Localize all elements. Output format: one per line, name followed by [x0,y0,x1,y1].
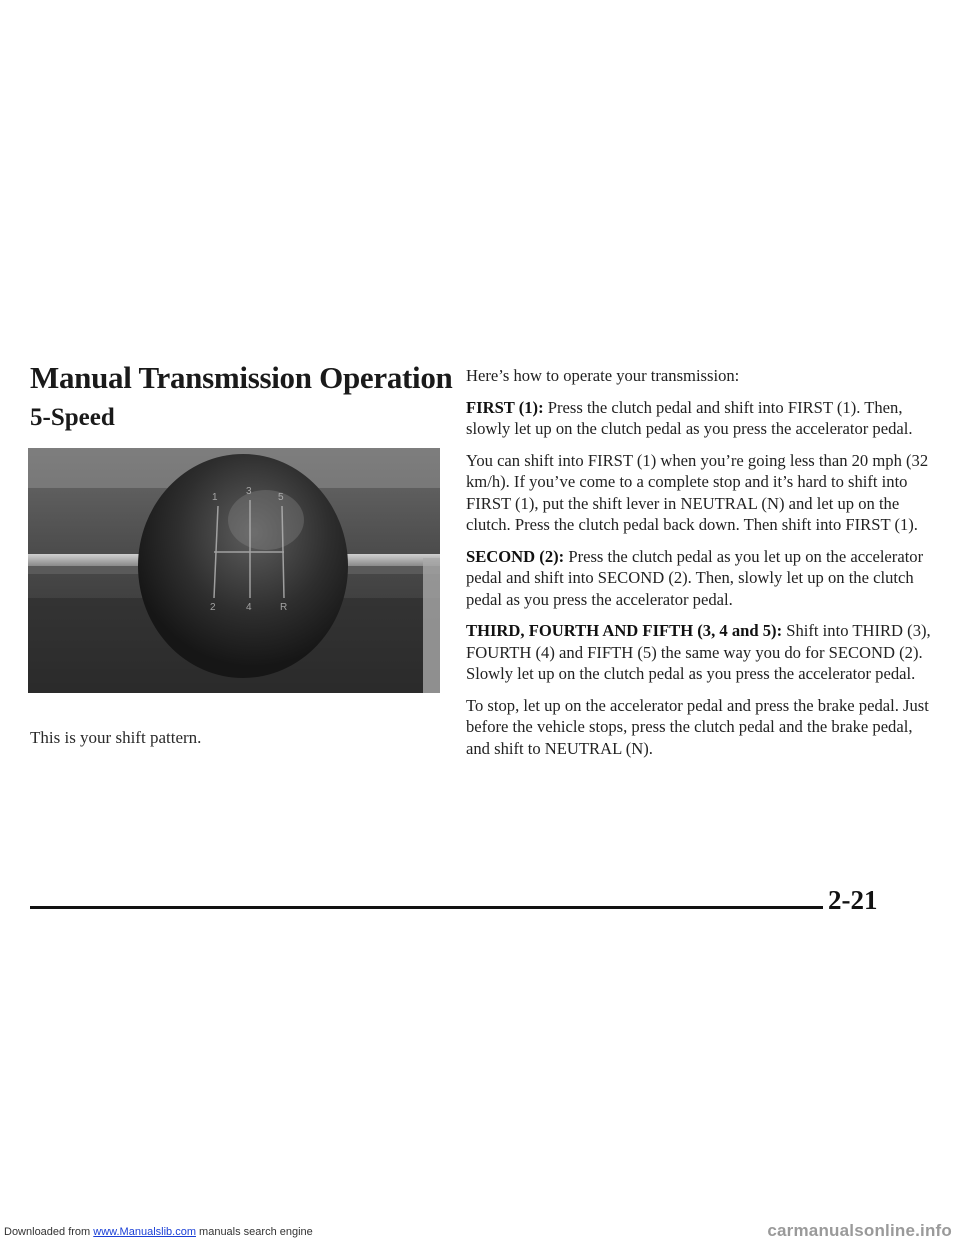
svg-text:2: 2 [210,602,216,613]
second-gear-paragraph [466,546,936,611]
footer-rule [30,906,823,909]
shift-knob-image [28,448,440,693]
first-gear-text: Press the clutch pedal and shift into FIRST (1). Then, slowly let up on the clutch pedal as you press the accelerator pedal. [466,397,913,438]
download-footer [4,1226,313,1238]
footer-suffix: manuals search engine [195,1226,313,1238]
section-subtitle: 5-Speed [30,404,115,431]
page-number: 2-21 [828,885,878,915]
third-fifth-gear-paragraph [466,620,936,685]
manualslib-link[interactable]: www.Manualslib.com [93,1226,196,1238]
blank-top-margin [0,0,960,280]
page-title: Manual Transmission Operation [30,360,453,395]
svg-text:5: 5 [278,492,284,503]
svg-text:4: 4 [246,602,252,613]
third-fifth-gear-text: Shift into THIRD (3), FOURTH (4) and FIFTH (5) the same way you do for SECOND (2). Slowly let up on the clutch pedal as you press the accelerator pedal. [466,621,931,683]
second-gear-text: Press the clutch pedal as you let up on the accelerator pedal and shift into SECOND (2). Then, slowly let up on the clutch pedal as you press the accelerator pedal. [466,546,924,609]
first-gear-label: FIRST (1): [466,397,544,417]
svg-text:1: 1 [212,492,218,503]
footer-prefix: Downloaded from [4,1226,94,1238]
first-gear-paragraph [466,397,936,440]
svg-text:3: 3 [246,486,252,497]
svg-text:R: R [280,602,288,613]
second-gear-label: SECOND (2): [466,546,565,566]
third-fifth-gear-label: THIRD, FOURTH AND FIFTH (3, 4 and 5): [466,621,783,640]
stopping-paragraph: To stop, let up on the accelerator pedal and press the brake pedal. Just before the vehicle stops, press the clutch pedal and the brake pedal, and shift to NEUTRAL (N). [466,695,929,758]
figure-caption: This is your shift pattern. [30,728,202,747]
shift-knob-photo [28,448,440,693]
first-gear-note: You can shift into FIRST (1) when you’re going less than 20 mph (32 km/h). If you’ve come to a complete stop and it’s hard to shift into FIRST (1), put the shift lever in NEUTRAL (N) and let up on the clutch. Press the clutch pedal back down. Then shift into FIRST (1). [466,450,929,534]
instructions-column [466,365,936,769]
intro-paragraph: Here’s how to operate your transmission: [466,366,740,385]
site-watermark: carmanualsonline.info [767,1221,952,1240]
